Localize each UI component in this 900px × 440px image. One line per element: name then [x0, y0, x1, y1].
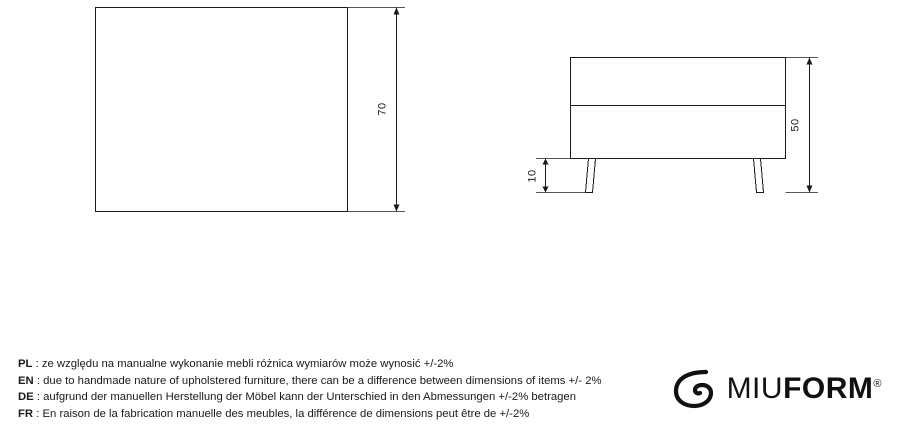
brand-name-bold: FORM [783, 372, 874, 405]
arrow-down-50 [807, 186, 813, 193]
legal-lang-de: DE [18, 391, 34, 403]
legal-sep-fr: : [33, 407, 43, 420]
legal-sep-de: : [33, 391, 44, 403]
brand-logo [673, 366, 882, 412]
legal-text-fr: En raison de la fabrication manuelle des meubles, la différence de dimensions peut être de +/-2% [42, 407, 530, 420]
arrow-down-70 [394, 205, 400, 212]
legal-sep-pl: : [32, 358, 42, 370]
legal-disclaimer-block [18, 356, 638, 422]
bean-shape-icon [673, 369, 719, 409]
legal-lang-en: EN [18, 374, 34, 387]
dimension-label-70: 70 [376, 102, 389, 116]
side-view-leg-right [754, 159, 764, 193]
arrow-up-70 [394, 8, 400, 15]
legal-text-de: aufgrund der manuellen Herstellung der Möbel kann der Unterschied in den Abmessungen +/-2% betragen [43, 391, 576, 403]
dimension-label-50: 50 [789, 118, 802, 132]
legal-lang-pl: PL [18, 358, 33, 370]
legal-line-pl [18, 356, 638, 373]
arrow-down-10 [543, 187, 549, 193]
legal-line-fr [18, 406, 638, 423]
brand-name-light: MIU [726, 372, 784, 405]
registered-trademark-icon: ® [873, 378, 882, 390]
legal-line-de [18, 389, 638, 406]
legal-text-pl: ze względu na manualne wykonanie mebli różnica wymiarów może wynosić +/-2% [41, 358, 454, 370]
footer [0, 340, 900, 440]
brand-wordmark [727, 372, 882, 406]
side-view-leg-left [586, 159, 596, 193]
arrow-up-10 [543, 159, 549, 165]
dimension-label-10: 10 [526, 169, 539, 183]
legal-sep-en: : [33, 374, 44, 387]
side-view-seat [571, 58, 786, 106]
legal-lang-fr: FR [18, 407, 34, 420]
arrow-up-50 [807, 58, 813, 65]
top-view-rectangle [96, 8, 348, 212]
legal-line-en [18, 373, 638, 390]
legal-text-en: due to handmade nature of upholstered furniture, there can be a difference between dimensions of items +/- 2% [43, 374, 602, 387]
side-view-body [571, 106, 786, 159]
